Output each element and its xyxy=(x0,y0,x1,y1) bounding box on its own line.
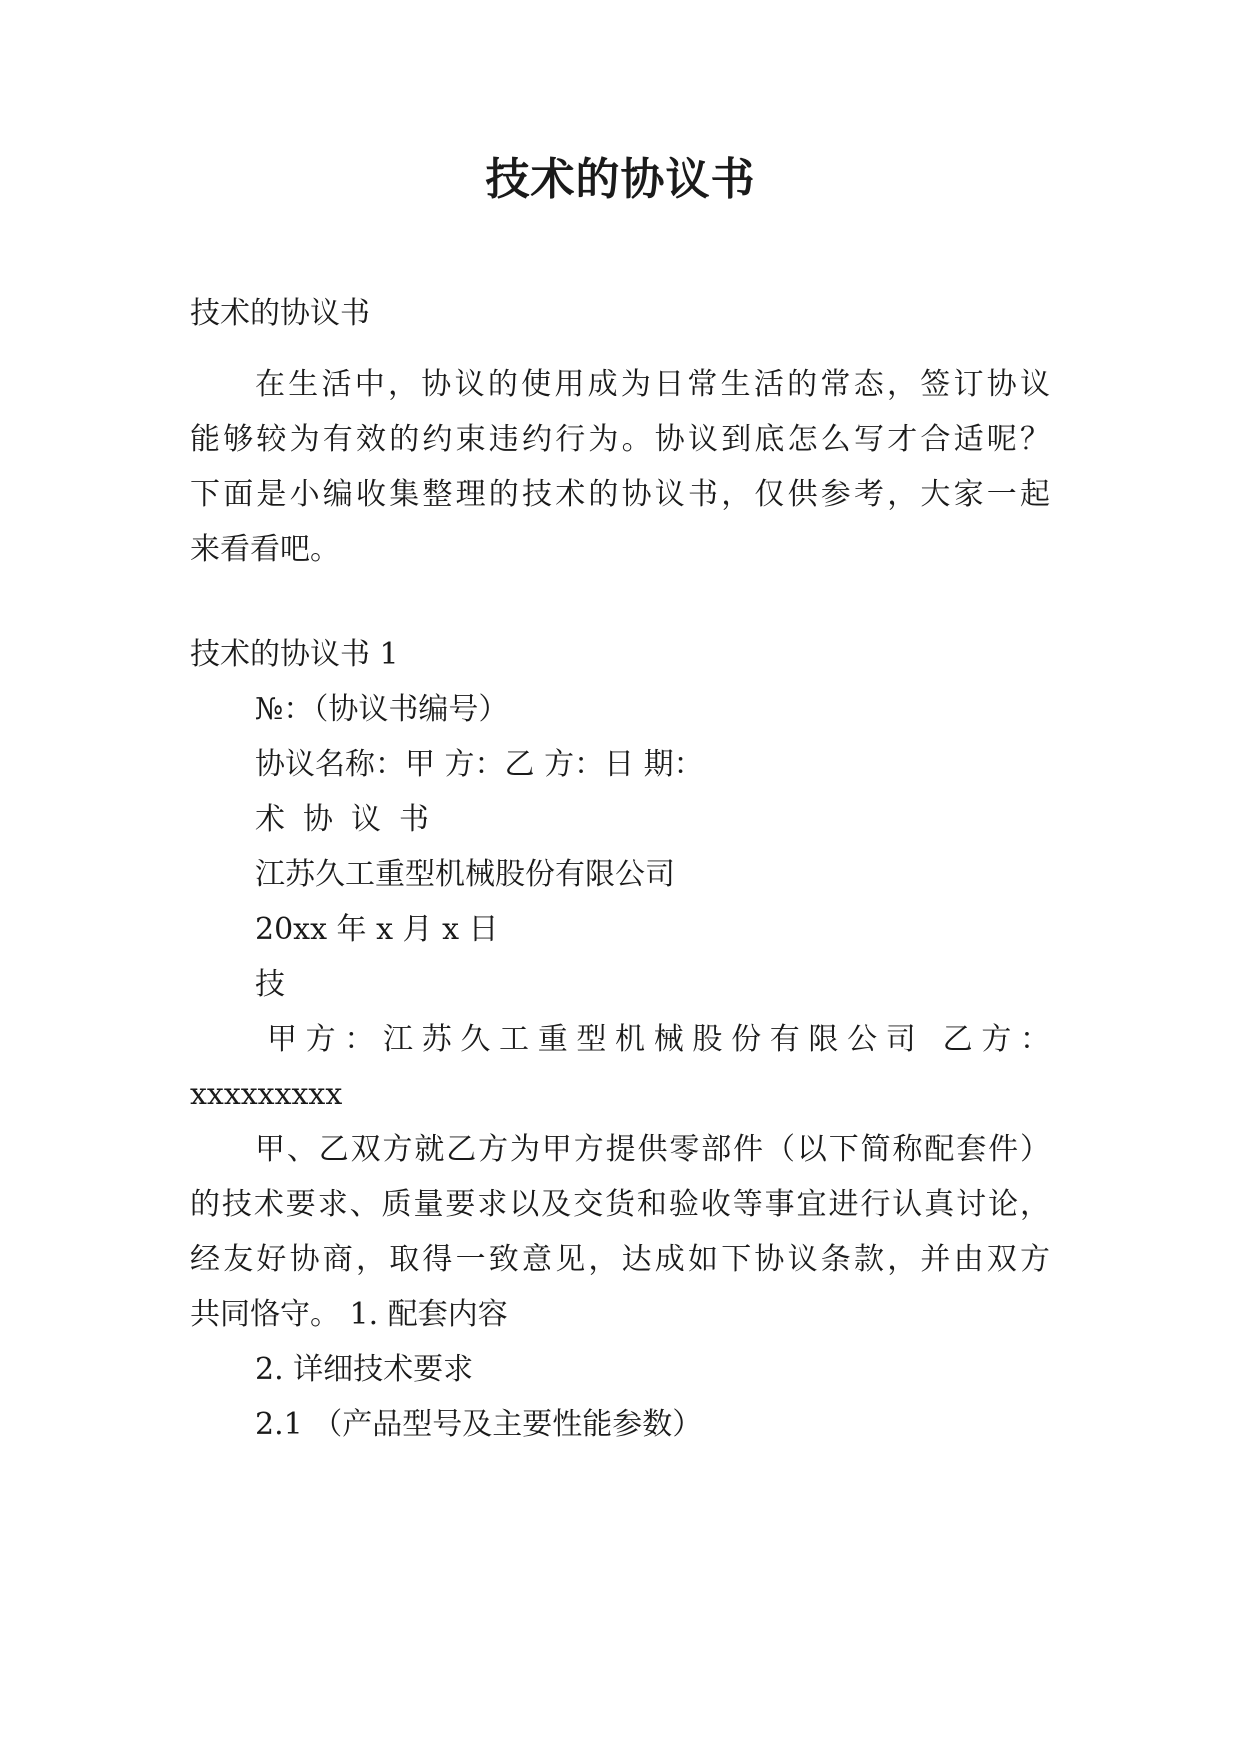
intro-line-2: 能够较为有效的约束违约行为。协议到底怎么写才合适呢？ xyxy=(190,422,1050,457)
agreement-title-spread: 术协议书 xyxy=(255,802,447,837)
agreement-date: 20xx 年 x 月 x 日 xyxy=(255,912,499,947)
agreement-name-line: 协议名称：甲 方：乙 方：日 期： xyxy=(255,747,704,782)
intro-line-3: 下面是小编收集整理的技术的协议书，仅供参考，大家一起 xyxy=(190,477,1050,512)
agreement-number-line: №：（协议书编号） xyxy=(255,692,509,727)
document-subtitle: 技术的协议书 xyxy=(190,296,370,331)
parties-line-1: 甲方：江苏久工重型机械股份有限公司 乙方： xyxy=(267,1022,1050,1057)
company-name: 江苏久工重型机械股份有限公司 xyxy=(255,857,675,892)
fragment-ji: 技 xyxy=(255,967,285,1002)
paragraph-line-4: 共同恪守。 1. 配套内容 xyxy=(190,1297,508,1332)
section-heading: 技术的协议书 1 xyxy=(190,637,399,672)
intro-line-4: 来看看吧。 xyxy=(190,532,340,567)
list-item-2: 2. 详细技术要求 xyxy=(255,1352,474,1387)
parties-line-2: xxxxxxxxx xyxy=(190,1077,343,1112)
list-item-2-1: 2.1 （产品型号及主要性能参数） xyxy=(255,1407,703,1442)
paragraph-line-1: 甲、乙双方就乙方为甲方提供零部件（以下简称配套件） xyxy=(255,1132,1050,1167)
paragraph-line-2: 的技术要求、质量要求以及交货和验收等事宜进行认真讨论， xyxy=(190,1187,1050,1222)
intro-line-1: 在生活中，协议的使用成为日常生活的常态，签订协议 xyxy=(255,367,1050,402)
document-title: 技术的协议书 xyxy=(485,154,756,205)
paragraph-line-3: 经友好协商，取得一致意见，达成如下协议条款，并由双方 xyxy=(190,1242,1050,1277)
